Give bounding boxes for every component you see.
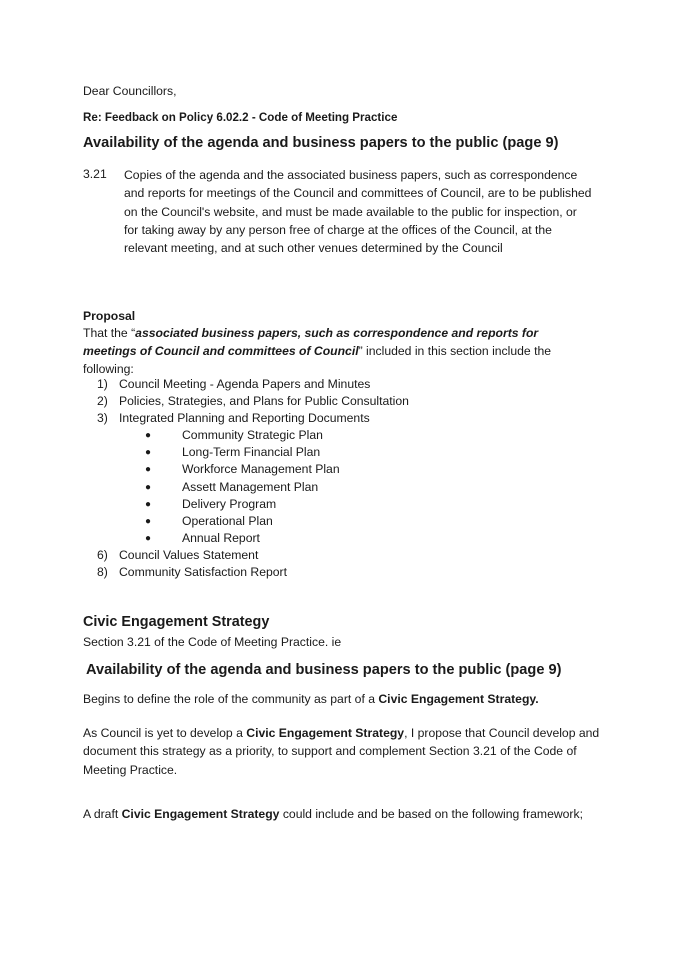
sub-list-item	[97, 461, 409, 478]
paragraph-lead: As Council is yet to develop a	[83, 726, 247, 740]
bullet-icon: ●	[145, 430, 152, 442]
list-item-label: Council Values Statement	[119, 547, 259, 562]
draft-bold-text: Civic Engagement Strategy	[121, 807, 280, 821]
list-item	[97, 393, 409, 410]
sub-list-item-label: Workforce Management Plan	[182, 462, 340, 477]
sub-list-item-label: Long-Term Financial Plan	[182, 445, 321, 460]
list-item	[97, 564, 409, 581]
bullet-icon: ●	[145, 481, 152, 493]
paragraph-bold-text: Civic Engagement Strategy	[246, 726, 405, 740]
sub-list-item-label: Delivery Program	[182, 496, 277, 511]
proposal-text	[83, 324, 595, 378]
sub-list-item	[97, 427, 409, 444]
sub-list-item	[97, 496, 409, 513]
list-item	[97, 376, 409, 393]
list-item-label: Integrated Planning and Reporting Documents	[119, 411, 370, 426]
section-heading-availability-repeat: Availability of the agenda and business papers to the public (page 9)	[86, 662, 562, 678]
sub-list-item	[97, 444, 409, 461]
list-item-number: 3)	[97, 411, 108, 426]
draft-lead: A draft	[83, 807, 122, 821]
clause-number: 3.21	[83, 167, 107, 181]
proposal-text-lead: That the “	[83, 326, 136, 340]
proposal-quoted-text: associated business papers, such as correspondence and reports for meetings of Council and committees of Council	[83, 326, 539, 358]
begins-text: Begins to define the role of the community as part of a	[83, 692, 379, 706]
section-heading-availability: Availability of the agenda and business papers to the public (page 9)	[83, 135, 559, 151]
proposal-heading: Proposal	[83, 309, 136, 323]
list-item-number: 8)	[97, 565, 108, 580]
sub-list-item-label: Community Strategic Plan	[182, 428, 323, 443]
sub-list-item-label: Operational Plan	[182, 513, 273, 528]
list-item-number: 1)	[97, 377, 108, 391]
bullet-icon: ●	[145, 532, 152, 544]
proposal-list	[97, 376, 409, 581]
subject-line: Re: Feedback on Policy 6.02.2 - Code of Meeting Practice	[83, 111, 398, 124]
sub-list-item	[97, 479, 409, 496]
list-item	[97, 410, 409, 427]
bullet-icon: ●	[145, 515, 152, 527]
draft-tail: could include and be based on the following framework;	[279, 807, 583, 821]
list-item	[97, 547, 409, 564]
proposal-text-tail: ” included in this section include the following:	[83, 344, 552, 376]
sub-list-item-label: Annual Report	[182, 530, 260, 545]
list-item-number: 2)	[97, 394, 108, 409]
begins-paragraph	[83, 691, 539, 708]
bullet-icon: ●	[145, 447, 152, 459]
begins-bold-text: Civic Engagement Strategy.	[378, 692, 539, 706]
sub-list-item	[97, 513, 409, 530]
sub-list-item	[97, 530, 409, 547]
proposal-paragraph	[83, 724, 603, 779]
civic-engagement-heading: Civic Engagement Strategy	[83, 614, 270, 630]
greeting: Dear Councillors,	[83, 84, 177, 98]
list-item-label: Community Satisfaction Report	[119, 565, 287, 580]
draft-paragraph	[83, 806, 583, 823]
section-reference: Section 3.21 of the Code of Meeting Practice. ie	[83, 635, 342, 649]
list-item-number: 6)	[97, 547, 108, 562]
sub-list-item-label: Assett Management Plan	[182, 479, 319, 494]
clause-text: Copies of the agenda and the associated business papers, such as correspondence and reports for meetings of the Council and committees of Council, are to be published on the Council's website, and must be made available to the public for inspection, or for taking away by any person free of charge at the offices of the Council, at the relevant meeting, and at such other venues determined by the Council	[124, 168, 592, 256]
list-item-label: Policies, Strategies, and Plans for Public Consultation	[119, 394, 409, 409]
list-item-label: Council Meeting - Agenda Papers and Minutes	[119, 377, 371, 391]
bullet-icon: ●	[145, 464, 152, 476]
bullet-icon: ●	[145, 498, 152, 510]
paragraph-tail: , I propose that Council develop and document this strategy as a priority, to support and complement Section 3.21 of the Code of Meeting Practice.	[83, 726, 600, 777]
